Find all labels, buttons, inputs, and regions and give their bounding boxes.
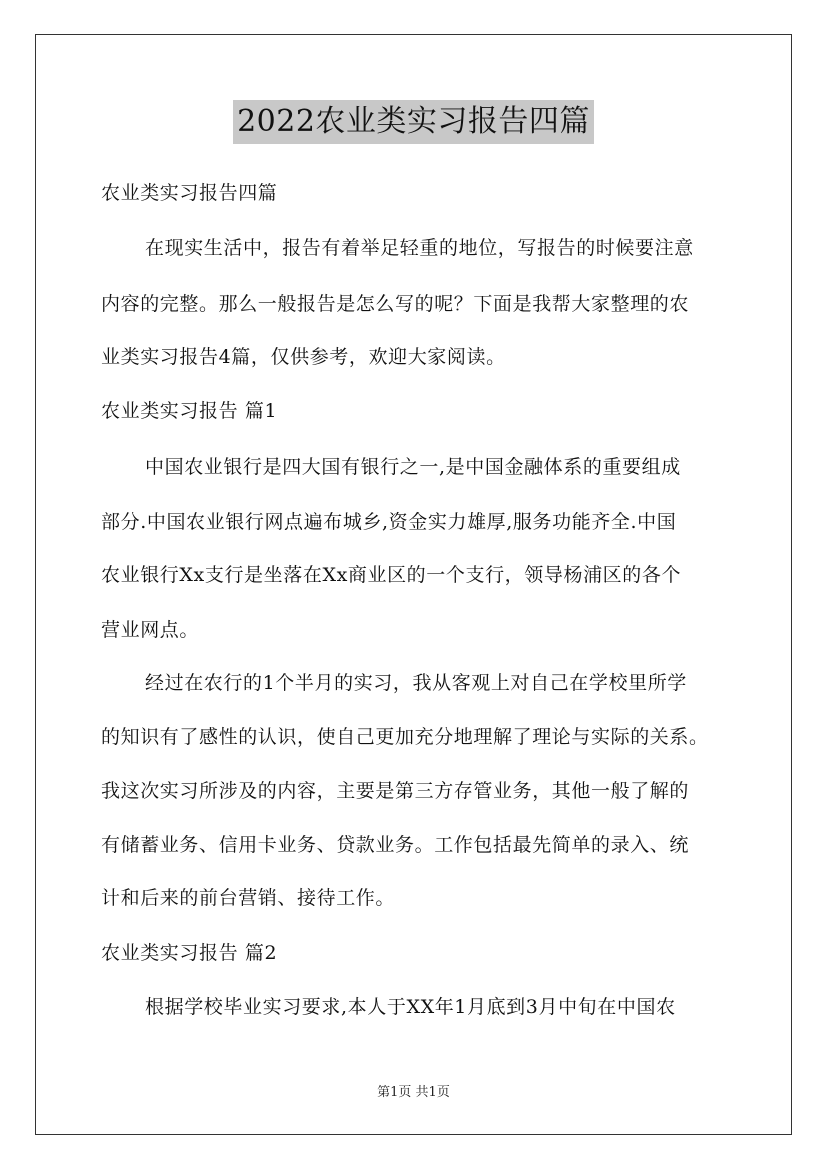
section-heading-intro: 农业类实习报告四篇 bbox=[101, 182, 278, 204]
page-footer: 第1页 共1页 bbox=[377, 1085, 450, 1100]
section-heading-part2: 农业类实习报告 篇2 bbox=[101, 942, 278, 964]
paragraph-line: 根据学校毕业实习要求,本人于XX年1月底到3月中旬在中国农 bbox=[145, 996, 676, 1018]
paragraph-line: 的知识有了感性的认识，使自己更加充分地理解了理论与实际的关系。 bbox=[101, 726, 709, 748]
paragraph-line: 部分.中国农业银行网点遍布城乡,资金实力雄厚,服务功能齐全.中国 bbox=[101, 511, 677, 533]
paragraph-line: 在现实生活中，报告有着举足轻重的地位，写报告的时候要注意 bbox=[145, 237, 694, 259]
paragraph-line: 业类实习报告4篇，仅供参考，欢迎大家阅读。 bbox=[101, 346, 506, 368]
paragraph-line: 中国农业银行是四大国有银行之一,是中国金融体系的重要组成 bbox=[145, 456, 681, 478]
paragraph-line: 内容的完整。那么一般报告是怎么写的呢？下面是我帮大家整理的农 bbox=[101, 293, 690, 315]
paragraph-line: 经过在农行的1个半月的实习，我从客观上对自己在学校里所学 bbox=[145, 672, 687, 694]
document-title: 2022农业类实习报告四篇 bbox=[233, 100, 594, 144]
paragraph-line: 有储蓄业务、信用卡业务、贷款业务。工作包括最先简单的录入、统 bbox=[101, 834, 690, 856]
paragraph-line: 营业网点。 bbox=[101, 619, 200, 641]
paragraph-line: 我这次实习所涉及的内容，主要是第三方存管业务，其他一般了解的 bbox=[101, 780, 690, 802]
title-container bbox=[0, 100, 827, 144]
paragraph-line: 农业银行Xx支行是坐落在Xx商业区的一个支行，领导杨浦区的各个 bbox=[101, 564, 682, 586]
paragraph-line: 计和后来的前台营销、接待工作。 bbox=[101, 887, 396, 909]
section-heading-part1: 农业类实习报告 篇1 bbox=[101, 400, 278, 422]
